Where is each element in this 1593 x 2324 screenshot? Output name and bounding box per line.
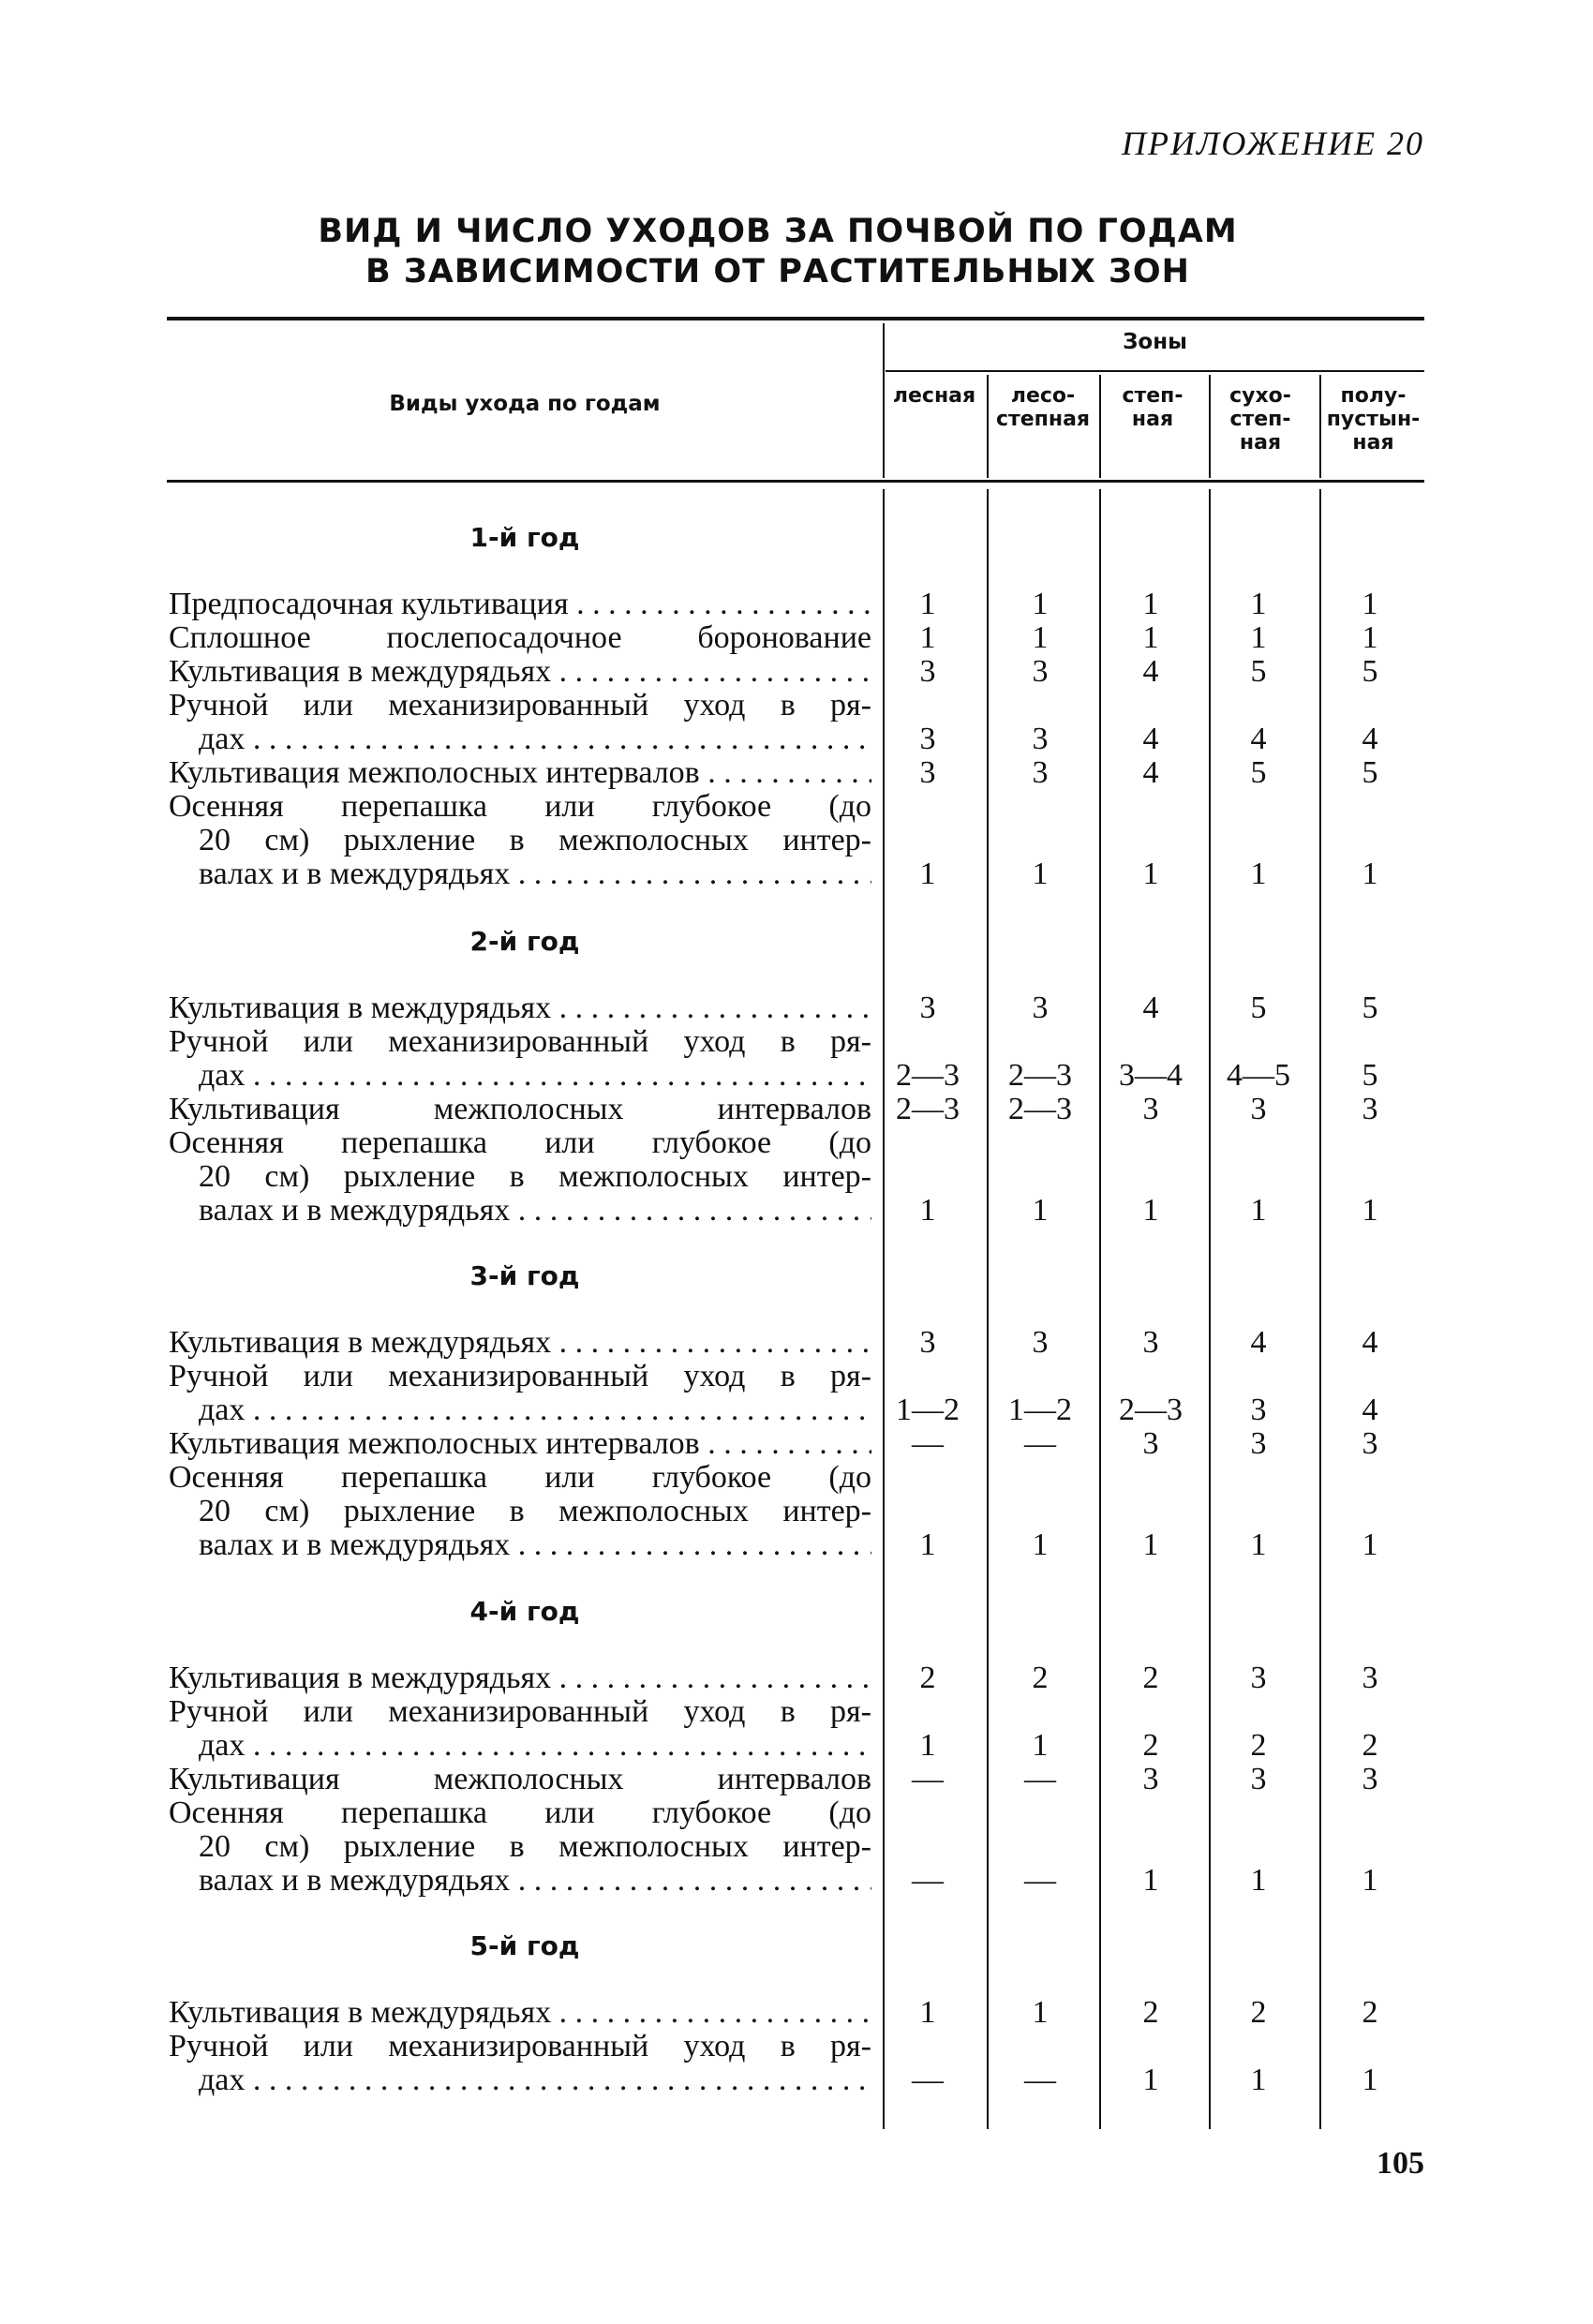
zone-value-cell: — [1024,2063,1056,2097]
care-type-line: Культивация межполосных интервалов [169,1093,871,1126]
zone-value-cell: 3 [1142,1092,1159,1126]
zone-value-cell: 4 [1250,722,1267,756]
zone-value-cell: — [1024,1762,1056,1796]
zone-value-cell: 1 [1142,1863,1159,1898]
care-type-line: Культивация в междурядьях . . . [169,1326,871,1360]
zone-value-cell: 1 [1250,620,1267,655]
zone-value-cell: 3 [1362,1426,1378,1461]
zones-underline [886,370,1424,372]
zone-value-cell: 1 [1362,2063,1378,2097]
zone-value-cell: 1—2 [1008,1393,1072,1427]
care-type-line: валах и в междурядьях . . . [199,1864,871,1898]
care-type-line: Ручной или механизированный уход в ря- [169,689,871,723]
zone-value-cell: 3 [1032,991,1049,1025]
table-top-rule [167,317,1424,320]
zone-value-cell: 2—3 [1008,1058,1072,1093]
zone-value-cell: 1 [919,620,936,655]
zone-value-cell: 4—5 [1227,1058,1290,1093]
zone-value-cell: 2 [1362,1728,1378,1763]
zone-value-cell: — [912,2063,944,2097]
zone-value-cell: 1 [1032,1193,1049,1228]
appendix-label: ПРИЛОЖЕНИЕ 20 [1122,125,1424,162]
care-type-line: дах . . . [199,2063,871,2097]
zone-value-cell: 5 [1362,654,1378,689]
zone-value-cell: 5 [1362,1058,1378,1093]
care-type-line: 20 см) рыхление в межполосных интер- [199,1830,871,1864]
care-type-line: Культивация в междурядьях . . . [169,991,871,1025]
zone-value-cell: 4 [1142,755,1159,790]
zone-value-cell: 5 [1362,755,1378,790]
section-title: 5-й год [469,1930,580,1961]
zone-value-cell: 1 [1362,1527,1378,1562]
zone-value-cell: — [912,1863,944,1898]
zone-value-cell: 4 [1142,722,1159,756]
zone-value-cell: 3 [919,755,936,790]
zone-value-cell: 2 [1250,1728,1267,1763]
zone-value-cell: 3 [1142,1325,1159,1360]
care-type-line: Предпосадочная культивация . . . [169,588,871,621]
header-care-types: Виды ухода по годам [389,392,661,416]
zone-column-header: сухо- степ- ная [1229,384,1291,454]
header-zones: Зоны [1123,330,1187,354]
zone-value-cell: 3 [919,1325,936,1360]
zone-value-cell: 1 [1250,1193,1267,1228]
zone-value-cell: 1 [1250,857,1267,891]
zone-value-cell: 1 [1142,2063,1159,2097]
title-line-2: В ЗАВИСИМОСТИ ОТ РАСТИТЕЛЬНЫХ ЗОН [365,253,1190,290]
column-divider [883,323,885,478]
zone-value-cell: 3 [1032,722,1049,756]
care-type-line: валах и в междурядьях . . . [199,1528,871,1562]
zone-value-cell: 1 [1142,1527,1159,1562]
care-type-line: дах . . . [199,1393,871,1427]
zone-value-cell: 1 [1362,587,1378,621]
care-type-line: Ручной или механизированный уход в ря- [169,2030,871,2063]
care-type-line: дах . . . [199,723,871,756]
zone-value-cell: 1 [1032,620,1049,655]
zone-value-cell: 3 [1362,1762,1378,1796]
zone-value-cell: 1 [919,857,936,891]
section-title: 2-й год [469,926,580,957]
zone-value-cell: 3 [919,722,936,756]
zone-value-cell: 4 [1362,1393,1378,1427]
care-type-line: дах . . . [199,1729,871,1763]
header-bottom-rule [167,480,1424,483]
zone-value-cell: 3 [1142,1426,1159,1461]
zone-value-cell: 4 [1142,991,1159,1025]
zone-value-cell: — [912,1762,944,1796]
care-type-line: Культивация межполосных интервалов [169,1763,871,1796]
zone-value-cell: 3 [1032,654,1049,689]
care-type-line: 20 см) рыхление в межполосных интер- [199,824,871,857]
care-type-line: Осенняя перепашка или глубокое (до [169,1796,871,1830]
zone-value-cell: 1 [1362,1193,1378,1228]
zone-value-cell: 5 [1250,755,1267,790]
zone-value-cell: 1 [1032,1527,1049,1562]
zone-value-cell: 1 [1142,857,1159,891]
zone-value-cell: 1 [919,1995,936,2030]
zone-value-cell: 2 [1250,1995,1267,2030]
zone-value-cell: 4 [1362,722,1378,756]
zone-value-cell: 2 [1362,1995,1378,2030]
zone-value-cell: 5 [1362,991,1378,1025]
zone-value-cell: 5 [1250,654,1267,689]
care-type-line: Культивация межполосных интервалов . . . . [169,1427,871,1461]
zone-value-cell: 1 [1362,857,1378,891]
zone-column-header: лесная [892,384,976,408]
zone-value-cell: 3 [1142,1762,1159,1796]
column-divider [1319,375,1321,478]
column-divider [1209,375,1211,478]
zone-value-cell: 3 [1032,1325,1049,1360]
zone-value-cell: 1 [1032,1728,1049,1763]
zone-value-cell: 1 [1250,587,1267,621]
zone-value-cell: 1 [919,1193,936,1228]
zone-value-cell: 4 [1250,1325,1267,1360]
zone-column-header: полу- пустын- ная [1326,384,1421,454]
care-type-line: Ручной или механизированный уход в ря- [169,1360,871,1393]
zone-value-cell: 3 [1250,1092,1267,1126]
zone-value-cell: 3—4 [1119,1058,1183,1093]
care-type-line: дах . . . [199,1059,871,1093]
zone-value-cell: 3 [1250,1393,1267,1427]
zone-value-cell: 1 [1032,857,1049,891]
zone-value-cell: 1 [1142,1193,1159,1228]
zone-value-cell: 3 [1362,1092,1378,1126]
section-title: 4-й год [469,1596,580,1627]
zone-value-cell: 5 [1250,991,1267,1025]
zone-value-cell: 2 [1032,1661,1049,1695]
zone-value-cell: 1 [1362,1863,1378,1898]
title-line-1: ВИД И ЧИСЛО УХОДОВ ЗА ПОЧВОЙ ПО ГОДАМ [318,213,1238,250]
zone-value-cell: 2 [919,1661,936,1695]
care-type-line: Осенняя перепашка или глубокое (до [169,1461,871,1495]
zone-value-cell: 4 [1142,654,1159,689]
zone-value-cell: 3 [1250,1426,1267,1461]
zone-value-cell: 1 [1250,1863,1267,1898]
zone-value-cell: 2—3 [896,1092,960,1126]
care-type-line: Культивация в междурядьях . . . [169,1996,871,2030]
zone-value-cell: 1 [1250,2063,1267,2097]
section-title: 3-й год [469,1260,580,1291]
care-type-line: Осенняя перепашка или глубокое (до [169,1126,871,1160]
page-number: 105 [1377,2146,1424,2181]
zone-value-cell: 2 [1142,1661,1159,1695]
zone-value-cell: 1 [1032,1995,1049,2030]
care-type-line: Осенняя перепашка или глубокое (до [169,790,871,824]
zone-value-cell: 1 [919,587,936,621]
care-type-line: валах и в междурядьях . . . [199,857,871,891]
zone-value-cell: — [1024,1426,1056,1461]
care-type-line: Ручной или механизированный уход в ря- [169,1695,871,1729]
zone-value-cell: 3 [1032,755,1049,790]
zone-value-cell: 1 [1142,620,1159,655]
zone-value-cell: 2—3 [1008,1092,1072,1126]
zone-value-cell: 3 [919,991,936,1025]
zone-value-cell: 3 [919,654,936,689]
zone-value-cell: 3 [1250,1661,1267,1695]
column-divider [1099,375,1101,478]
zone-value-cell: 2—3 [896,1058,960,1093]
care-type-line: 20 см) рыхление в межполосных интер- [199,1495,871,1528]
care-type-line: Культивация в междурядьях . . . [169,655,871,689]
column-divider [987,375,989,478]
zone-value-cell: 2 [1142,1995,1159,2030]
care-type-line: Культивация в междурядьях . . . [169,1661,871,1695]
zone-value-cell: 1 [1362,620,1378,655]
zone-column-header: лесо- степная [995,384,1091,431]
zone-value-cell: 1 [919,1527,936,1562]
section-title: 1-й год [469,522,580,553]
zone-value-cell: 1 [919,1728,936,1763]
zone-value-cell: 1—2 [896,1393,960,1427]
zone-value-cell: 1 [1250,1527,1267,1562]
zone-column-header: степ- ная [1122,384,1184,431]
zone-value-cell: 3 [1250,1762,1267,1796]
care-type-line: Ручной или механизированный уход в ря- [169,1025,871,1059]
zone-value-cell: 4 [1362,1325,1378,1360]
zone-value-cell: 2 [1142,1728,1159,1763]
care-type-line: 20 см) рыхление в межполосных интер- [199,1160,871,1194]
zone-value-cell: — [1024,1863,1056,1898]
care-type-line: валах и в междурядьях . . . [199,1194,871,1228]
zone-value-cell: 1 [1032,587,1049,621]
zone-value-cell: 1 [1142,587,1159,621]
page-title [309,212,1246,292]
zone-value-cell: 2—3 [1119,1393,1183,1427]
zone-value-cell: — [912,1426,944,1461]
care-type-line: Культивация межполосных интервалов . . . . [169,756,871,790]
zone-value-cell: 3 [1362,1661,1378,1695]
care-type-line: Сплошное послепосадочное боронование [169,621,871,655]
